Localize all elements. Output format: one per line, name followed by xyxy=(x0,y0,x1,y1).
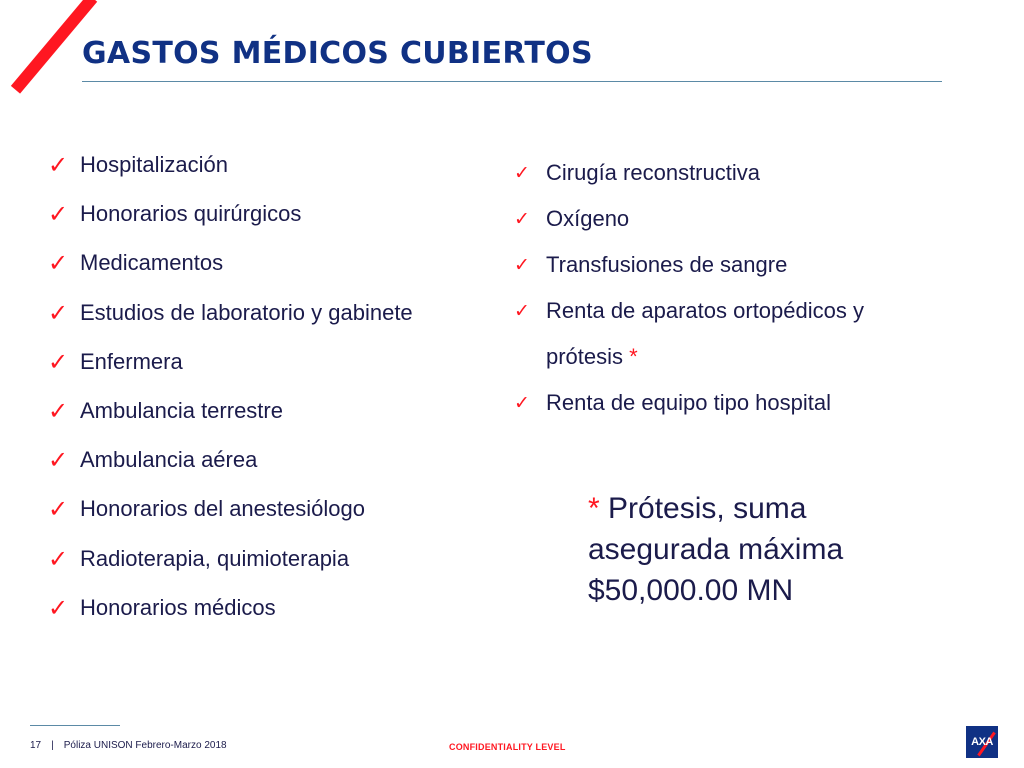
footer-divider xyxy=(30,725,120,726)
checkmark-icon: ✓ xyxy=(48,298,69,327)
confidentiality-label: CONFIDENTIALITY LEVEL xyxy=(449,742,566,752)
checkmark-icon: ✓ xyxy=(514,254,530,276)
list-item xyxy=(48,595,413,644)
list-item-label: Renta de equipo tipo hospital xyxy=(546,390,831,415)
list-item xyxy=(48,152,413,201)
footer xyxy=(30,740,227,751)
title-divider xyxy=(82,81,942,82)
list-item xyxy=(48,447,413,496)
list-item xyxy=(48,496,413,545)
checkmark-icon: ✓ xyxy=(48,347,69,376)
prosthesis-note xyxy=(588,488,918,611)
list-item-label: Medicamentos xyxy=(80,250,224,276)
asterisk-marker: * xyxy=(629,344,638,369)
list-item-label: Honorarios médicos xyxy=(80,594,276,620)
list-item-label: Ambulancia terrestre xyxy=(80,397,283,423)
checkmark-icon: ✓ xyxy=(514,162,530,184)
list-item-label: Radioterapia, quimioterapia xyxy=(80,545,350,571)
slide-title: GASTOS MÉDICOS CUBIERTOS xyxy=(82,36,593,71)
list-item-label: Oxígeno xyxy=(546,206,630,231)
checkmark-icon: ✓ xyxy=(514,392,530,414)
list-item xyxy=(48,546,413,595)
axa-logo xyxy=(966,726,998,758)
list-item-text: Renta de aparatos ortopédicos y prótesis xyxy=(546,298,864,369)
checkmark-icon: ✓ xyxy=(48,396,69,425)
coverage-list-left xyxy=(48,152,413,644)
note-asterisk: * xyxy=(588,492,600,525)
note-text: Prótesis, suma asegurada máxima $50,000.00 MN xyxy=(588,492,844,607)
list-item xyxy=(48,300,413,349)
list-item xyxy=(48,349,413,398)
list-item-label: Transfusiones de sangre xyxy=(546,252,788,277)
logo-text: AXA xyxy=(971,736,993,748)
page-number: 17 xyxy=(30,740,42,751)
list-item xyxy=(48,398,413,447)
checkmark-icon: ✓ xyxy=(48,495,69,524)
checkmark-icon: ✓ xyxy=(514,300,530,322)
coverage-list-right xyxy=(514,160,926,436)
list-item xyxy=(514,298,926,390)
list-item-label xyxy=(546,288,926,380)
checkmark-icon: ✓ xyxy=(48,446,69,475)
list-item-label: Enfermera xyxy=(80,348,183,374)
checkmark-icon: ✓ xyxy=(48,200,69,229)
checkmark-icon: ✓ xyxy=(48,593,69,622)
checkmark-icon: ✓ xyxy=(48,249,69,278)
list-item xyxy=(48,250,413,299)
list-item xyxy=(514,206,926,252)
list-item-label: Cirugía reconstructiva xyxy=(546,160,760,185)
list-item-label: Honorarios del anestesiólogo xyxy=(80,496,365,522)
list-item-label: Honorarios quirúrgicos xyxy=(80,201,302,227)
list-item xyxy=(514,160,926,206)
list-item-label: Hospitalización xyxy=(80,152,228,177)
footer-separator: | xyxy=(51,740,54,751)
list-item xyxy=(48,201,413,250)
checkmark-icon: ✓ xyxy=(48,151,69,179)
list-item-label: Ambulancia aérea xyxy=(80,447,258,473)
checkmark-icon: ✓ xyxy=(48,544,69,573)
document-name: Póliza UNISON Febrero-Marzo 2018 xyxy=(63,740,227,751)
checkmark-icon: ✓ xyxy=(514,208,530,230)
list-item xyxy=(514,390,926,436)
list-item-label: Estudios de laboratorio y gabinete xyxy=(80,299,413,325)
